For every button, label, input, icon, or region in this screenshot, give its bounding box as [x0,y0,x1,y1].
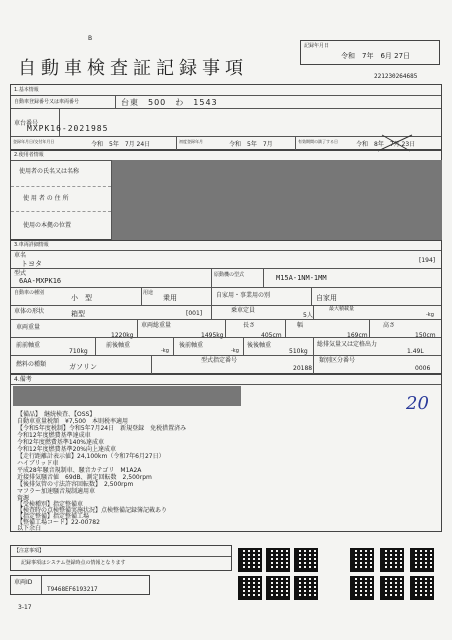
notes-section [10,374,442,532]
qr-code-icon [410,576,434,600]
note-line: 令和2年度燃費基準140%達成車 [17,439,104,446]
record-date-box [300,40,440,65]
gross-weight: 1495kg [201,332,224,339]
usage-label: 用途 [143,290,154,296]
vehicle-detail-section [10,240,442,374]
front-rear-axle-label: 前後軸重 [106,342,131,349]
note-line: 【検査時の点検整備実施状況】点検整備記録簿記載あり [17,507,168,514]
note-line: 以下余白 [17,525,42,532]
front-rear-axle: -kg [161,348,169,354]
length-label: 長さ [243,322,256,329]
model-cert-label: 型式指定番号 [201,357,238,364]
make-label: 車名 [14,252,27,259]
make-code: [194] [419,257,436,264]
usage: 乗用 [163,294,177,302]
note-line: 資源 [17,495,30,502]
record-date-label: 記録年月日 [304,43,330,49]
capacity-label: 乗車定員 [231,307,256,314]
fuel-label: 燃料の種類 [16,361,47,368]
class-number: 0006 [415,365,431,372]
form-mark: B [88,35,93,42]
first-reg: 令和 5年 7月 [229,141,273,148]
displacement: 1.49L [407,348,424,355]
engine-label: 原動機の型式 [214,272,245,278]
vehicle-type-label: 自動車の種別 [14,290,45,296]
vehicle-id-label: 車両ID [14,579,33,586]
note-line: 【走行距離計表示値】24,100km（令和7年6月27日） [17,453,165,460]
engine: M15A-1NM-1MM [276,274,327,282]
user-name-label: 使用者の氏名又は名称 [19,168,80,175]
purpose-label: 自家用・事業用の別 [216,292,271,299]
qr-code-icon [350,548,374,572]
vehicle-type: 小 型 [71,294,92,302]
capacity: 5人 [303,312,313,319]
expiry-date: 令和 8年 7月 23日 [356,141,416,148]
length: 405cm [261,332,282,339]
gross-weight-label: 車両総重量 [141,322,172,329]
make: トヨタ [21,260,42,268]
note-line: 【令和5年度税制】令和5年7月24日 新規登録 免税措置済み [17,425,187,432]
height: 150cm [415,332,436,339]
footer-notice: 記録事項はシステム登録時点の情報となります [21,560,126,566]
section-heading-vehicle: 3.車両詳細情報 [14,242,49,248]
redacted-user-info [112,160,442,240]
handwritten-note: 20 [406,393,429,414]
document-title: 自動車検査証記録事項 [18,58,248,79]
front-front-axle: 710kg [69,348,88,355]
user-address-label: 使 用 者 の 住 所 [23,195,69,202]
qr-code-icon [294,576,318,600]
weight: 1220kg [111,332,134,339]
qr-code-icon [238,576,262,600]
note-line: マフラー加速騒音規制適用車 [17,488,96,495]
fuel: ガソリン [69,363,97,371]
qr-code-icon [238,548,262,572]
class-label: 類別区分番号 [319,357,356,364]
redacted-note [13,386,241,406]
body-code: [001] [186,310,203,317]
note-line: 令和12年度燃費基準達成車 [17,432,91,439]
qr-code-icon [266,576,290,600]
model: 6AA-MXPK16 [19,277,62,285]
page-number: 3-17 [18,604,32,611]
footer-notes-label: 【注意事項】 [14,548,45,554]
basic-info-section [10,84,442,150]
note-line: 【整備工場コード】22-00782 [17,519,100,526]
note-line: 【指定整備】指定整備工場 [17,513,90,520]
doc-number: 221230264685 [374,73,418,80]
front-front-axle-label: 前前軸重 [16,342,41,349]
rear-rear-axle: 510kg [289,348,308,355]
width: 169cm [347,332,368,339]
max-load-label: 最大積載量 [329,306,355,312]
base-location-label: 使用の本拠の位置 [23,222,72,229]
qr-code-icon [350,576,374,600]
note-line: 【後排気管の寸法許容回転数】 2,500rpm [17,481,134,488]
note-line: 近接排気騒音値 69dB、測定回転数 2,500rpm [17,474,152,481]
width-label: 幅 [297,322,304,329]
footer-notice-box [10,545,232,571]
reg-no-label: 自動車登録番号又は車両番号 [14,99,80,105]
vin: MXPK16-2021985 [27,124,109,133]
note-line: ハイブリッド車 [17,460,59,467]
user-info-section [10,150,442,240]
model-cert: 20188 [293,365,313,372]
vehicle-id: T9468EF6193217 [47,586,98,593]
vehicle-id-box [10,575,150,595]
record-date: 令和 7年 6月 27日 [341,52,411,60]
qr-code-icon [410,548,434,572]
model-label: 型式 [14,270,27,277]
note-line: 【受検種別】指定整備車 [17,501,84,508]
reg-no: 台東 500 わ 1543 [121,98,218,107]
vin-label: 車台番号 [14,120,39,127]
rear-front-axle-label: 後前軸重 [179,342,204,349]
note-line: 令和12年度燃費基準20%向上達成車 [17,446,116,453]
expiry-label: 有効期間の満了する日 [298,139,338,144]
body-shape: 箱型 [71,310,85,318]
note-line: 平成28年騒音規制車、騒音カテゴリ M1A2A [17,467,142,474]
body-label: 車体の形状 [14,308,45,315]
qr-code-icon [266,548,290,572]
first-reg-label: 初度登録年月 [179,139,203,144]
height-label: 高さ [383,322,396,329]
purpose: 自家用 [316,294,337,302]
rear-rear-axle-label: 後後軸重 [247,342,272,349]
section-heading-user: 2.使用者情報 [14,152,44,158]
reg-date-label: 登録年月日/交付年月日 [13,139,55,144]
weight-label: 車両重量 [16,324,41,331]
reg-date: 令和 5年 7月 24日 [91,141,151,148]
rear-front-axle: -kg [231,348,239,354]
qr-code-icon [380,548,404,572]
max-load: -kg [426,312,434,318]
note-line: 自動車重量税額 ¥7,500 本則税率適用 [17,418,128,425]
displacement-label: 総排気量又は定格出力 [317,341,378,348]
note-line: 【備品】 継続検査、【OSS】 [17,411,96,418]
section-heading-basic: 1.基本情報 [14,87,39,93]
qr-code-icon [294,548,318,572]
section-heading-notes: 4.備考 [14,376,32,383]
qr-code-icon [380,576,404,600]
